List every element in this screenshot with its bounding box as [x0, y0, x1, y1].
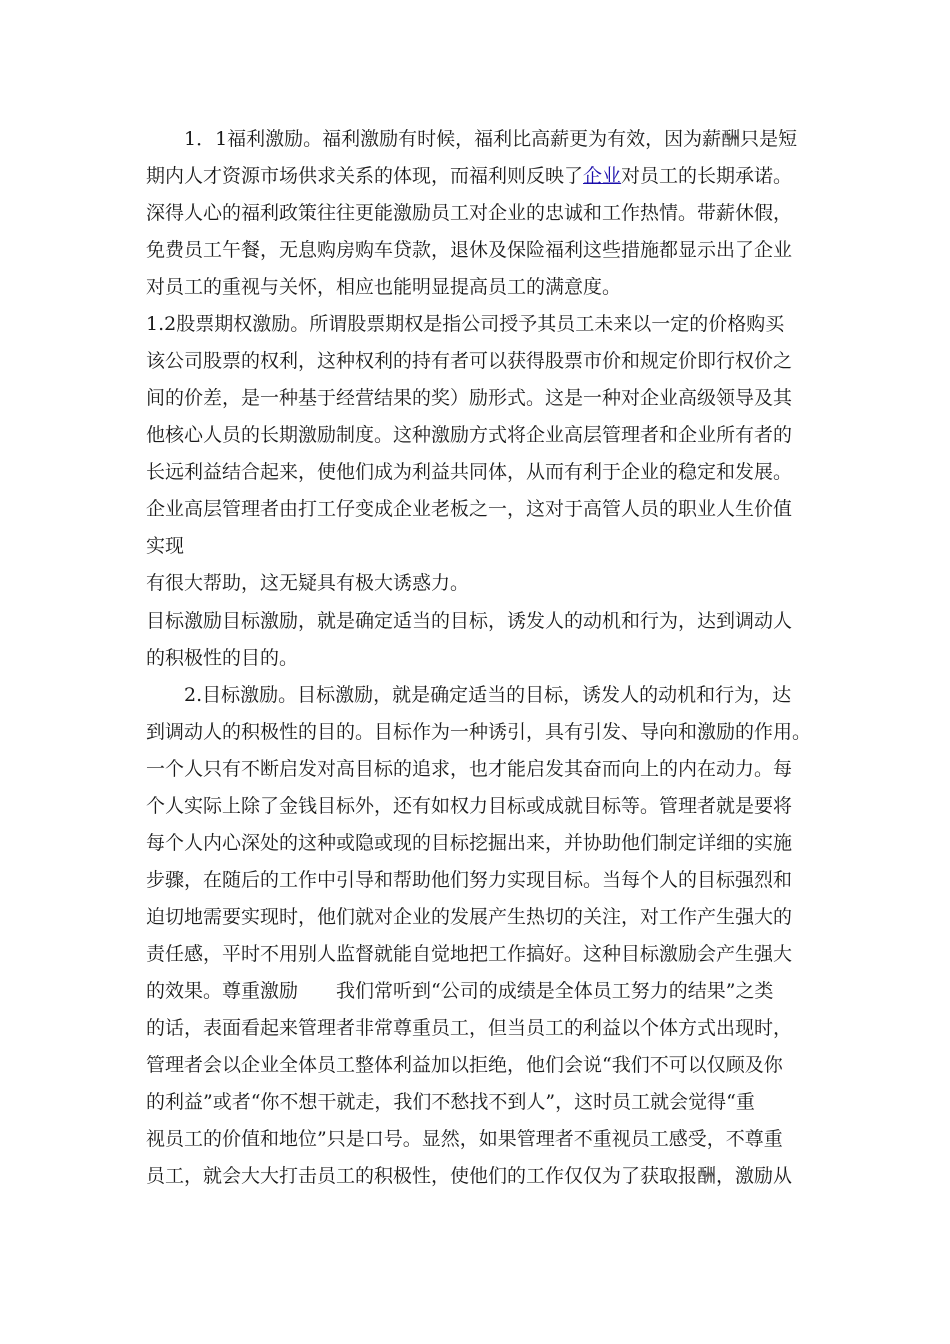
text-line: 该公司股票的权利，这种权利的持有者可以获得股票市价和规定价即行权价之	[146, 350, 793, 372]
text-line: 个人实际上除了金钱目标外，还有如权力目标或成就目标等。管理者就是要将	[146, 795, 793, 817]
text-line: 的利益”或者“你不想干就走，我们不愁找不到人”，这时员工就会觉得“重	[146, 1091, 755, 1113]
text-line: 对员工的重视与关怀，相应也能明显提高员工的满意度。	[146, 276, 622, 298]
text-line: 1.2股票期权激励。所谓股票期权是指公司授予其员工未来以一定的价格购买	[146, 313, 785, 335]
text-line: 责任感，平时不用别人监督就能自觉地把工作搞好。这种目标激励会产生强大	[146, 943, 793, 965]
text-line: 到调动人的积极性的目的。目标作为一种诱引，具有引发、导向和激励的作用。	[146, 721, 812, 743]
text-line: 每个人内心深处的这种或隐或现的目标挖掘出来，并协助他们制定详细的实施	[146, 832, 793, 854]
enterprise-link[interactable]: 企业	[583, 165, 622, 187]
text-line: 员工，就会大大打击员工的积极性，使他们的工作仅仅为了获取报酬，激励从	[146, 1165, 793, 1187]
text-line: 迫切地需要实现时，他们就对企业的发展产生热切的关注，对工作产生强大的	[146, 906, 793, 928]
text-line: 长远利益结合起来，使他们成为利益共同体，从而有利于企业的稳定和发展。	[146, 461, 793, 483]
text-line: 他核心人员的长期激励制度。这种激励方式将企业高层管理者和企业所有者的	[146, 424, 793, 446]
text-line: 间的价差，是一种基于经营结果的奖）励形式。这是一种对企业高级领导及其	[146, 387, 793, 409]
text-line: 管理者会以企业全体员工整体利益加以拒绝，他们会说“我们不可以仅顾及你	[146, 1054, 783, 1076]
text-line: 的积极性的目的。	[146, 647, 299, 669]
text-line	[146, 164, 792, 188]
text-line: 步骤，在随后的工作中引导和帮助他们努力实现目标。当每个人的目标强烈和	[146, 869, 793, 891]
text-line: 视员工的价值和地位”只是口号。显然，如果管理者不重视员工感受，不尊重	[146, 1128, 783, 1150]
text-line: 有很大帮助，这无疑具有极大诱惑力。	[146, 572, 470, 594]
text-line: 1．1福利激励。福利激励有时候，福利比高薪更为有效，因为薪酬只是短	[184, 128, 798, 150]
text-line: 免费员工午餐，无息购房购车贷款，退休及保险福利这些措施都显示出了企业	[146, 239, 793, 261]
text-line: 的效果。尊重激励 我们常听到“公司的成绩是全体员工努力的结果”之类	[146, 980, 774, 1002]
text-span: 期内人才资源市场供求关系的体现，而福利则反映了	[146, 165, 584, 187]
text-line: 2.目标激励。目标激励，就是确定适当的目标，诱发人的动机和行为，达	[184, 684, 792, 706]
text-line: 深得人心的福利政策往往更能激励员工对企业的忠诚和工作热情。带薪休假，	[146, 202, 793, 224]
text-line: 的话，表面看起来管理者非常尊重员工，但当员工的利益以个体方式出现时，	[146, 1017, 793, 1039]
text-line: 一个人只有不断启发对高目标的追求，也才能启发其奋而向上的内在动力。每	[146, 758, 793, 780]
text-line: 目标激励目标激励，就是确定适当的目标，诱发人的动机和行为，达到调动人	[146, 610, 793, 632]
text-line: 企业高层管理者由打工仔变成企业老板之一，这对于高管人员的职业人生价值	[146, 498, 793, 520]
text-line: 实现	[146, 535, 185, 557]
text-span: 对员工的长期承诺。	[621, 165, 793, 187]
